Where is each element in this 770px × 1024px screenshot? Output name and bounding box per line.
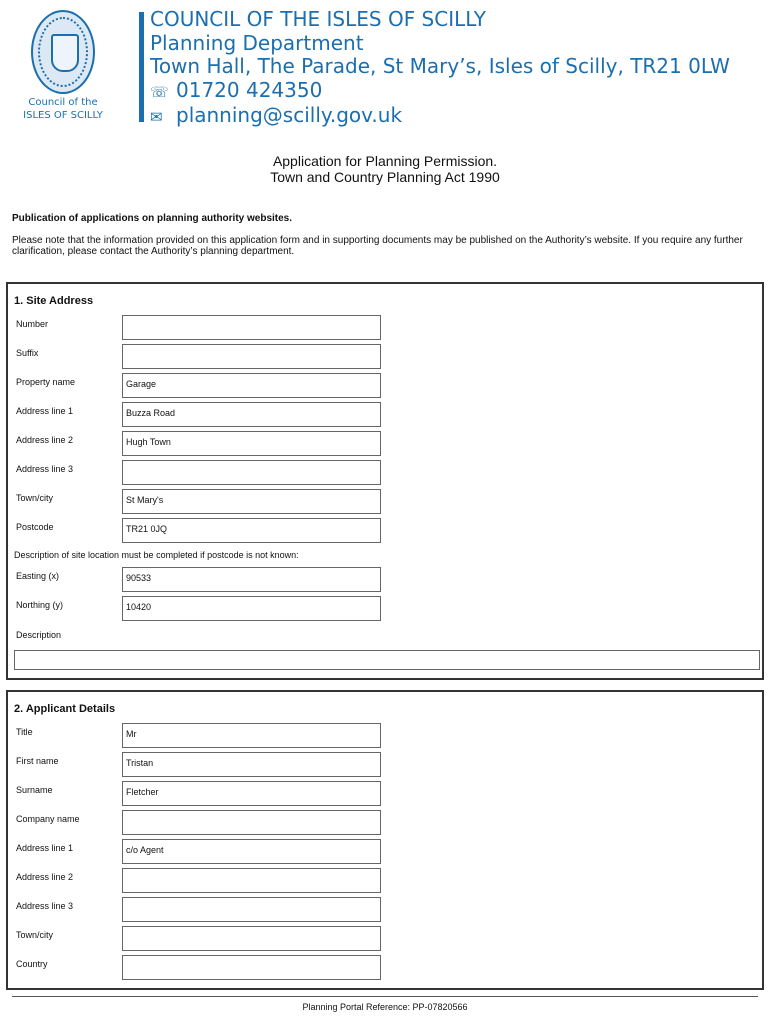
easting-field[interactable]: 90533	[122, 567, 381, 592]
header-divider	[139, 12, 144, 122]
applicant-details-section	[6, 690, 764, 990]
council-seal-icon	[31, 10, 95, 94]
field-label: Number	[16, 319, 49, 329]
field-label: Address line 3	[16, 901, 74, 911]
phone-line	[150, 79, 730, 105]
portal-reference: Planning Portal Reference: PP-07820566	[302, 1002, 468, 1012]
field-label: Easting (x)	[16, 571, 60, 581]
email-icon: ✉	[150, 108, 163, 126]
phone-icon: ☏	[150, 82, 169, 101]
council-address: Town Hall, The Parade, St Mary’s, Isles of Scilly, TR21 0LW	[150, 54, 730, 78]
company-name-field[interactable]	[122, 810, 381, 835]
publication-heading: Publication of applications on planning authority websites.	[12, 213, 293, 224]
field-label: Town/city	[16, 930, 54, 940]
section-title: 2. Applicant Details	[14, 703, 116, 715]
field-label: Title	[16, 727, 33, 737]
field-label: Address line 2	[16, 435, 74, 445]
logo-text-line1: Council of the	[28, 97, 98, 108]
surname-field[interactable]: Fletcher	[122, 781, 381, 806]
field-label: Town/city	[16, 493, 54, 503]
description-field[interactable]	[14, 650, 760, 670]
northing-field[interactable]: 10420	[122, 596, 381, 621]
field-label: Country	[16, 959, 48, 969]
field-label: Address line 3	[16, 464, 74, 474]
address-line-2-field[interactable]: Hugh Town	[122, 431, 381, 456]
title-field[interactable]: Mr	[122, 723, 381, 748]
header-contact-block	[150, 8, 730, 130]
town-city-field[interactable]: St Mary's	[122, 489, 381, 514]
country-field[interactable]	[122, 955, 381, 980]
applicant-address-line-1-field[interactable]: c/o Agent	[122, 839, 381, 864]
field-label: Northing (y)	[16, 600, 64, 610]
email-address[interactable]: planning@scilly.gov.uk	[176, 103, 403, 127]
field-label: Address line 1	[16, 406, 74, 416]
phone-number: 01720 424350	[176, 77, 323, 102]
publication-notice: Please note that the information provided on this application form and in supporting documents may be published on the Authority’s website. If you require any further clarification, please contact the Authority’s planning department.	[12, 235, 743, 257]
address-line-1-field[interactable]: Buzza Road	[122, 402, 381, 427]
council-name: COUNCIL OF THE ISLES OF SCILLY	[150, 7, 486, 31]
first-name-field[interactable]: Tristan	[122, 752, 381, 777]
number-field[interactable]	[122, 315, 381, 340]
field-label: Property name	[16, 377, 76, 387]
footer-divider	[12, 996, 758, 997]
suffix-field[interactable]	[122, 344, 381, 369]
site-address-section	[6, 282, 764, 680]
document-title-line1: Application for Planning Permission.	[272, 153, 498, 169]
applicant-town-city-field[interactable]	[122, 926, 381, 951]
logo-text	[18, 96, 108, 122]
address-line-3-field[interactable]	[122, 460, 381, 485]
location-note: Description of site location must be completed if postcode is not known:	[14, 550, 299, 560]
email-line	[150, 104, 730, 130]
logo-text-line2: ISLES OF SCILLY	[23, 110, 103, 121]
document-title-line2: Town and Country Planning Act 1990	[270, 169, 500, 185]
department-name: Planning Department	[150, 30, 364, 55]
applicant-address-line-2-field[interactable]	[122, 868, 381, 893]
field-label: Postcode	[16, 522, 54, 532]
field-label: Company name	[16, 814, 80, 824]
field-label: First name	[16, 756, 59, 766]
field-label: Description	[16, 630, 62, 640]
field-label: Address line 2	[16, 872, 74, 882]
field-label: Surname	[16, 785, 53, 795]
applicant-address-line-3-field[interactable]	[122, 897, 381, 922]
document-title	[0, 153, 770, 185]
postcode-field[interactable]: TR21 0JQ	[122, 518, 381, 543]
field-label: Address line 1	[16, 843, 74, 853]
property-name-field[interactable]: Garage	[122, 373, 381, 398]
field-label: Suffix	[16, 348, 39, 358]
section-title: 1. Site Address	[14, 295, 94, 307]
